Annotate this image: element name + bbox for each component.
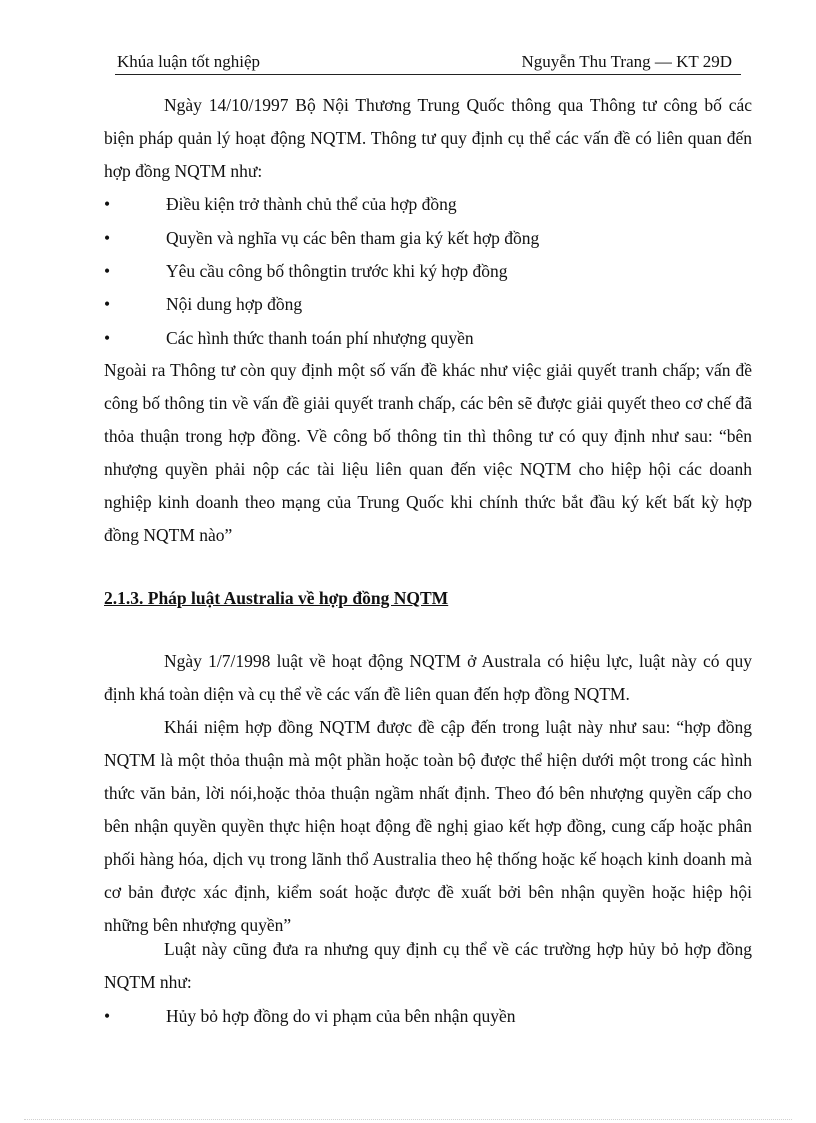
paragraph-intro: Ngày 14/10/1997 Bộ Nội Thương Trung Quốc thông qua Thông tư công bố các biện pháp quản lý hoạt động NQTM. Thông tư quy định cụ thể các vấn đề có liên quan đến hợp đồng NQTM như: <box>104 95 752 181</box>
header-thesis-label: Khúa luận tốt nghiệp <box>117 52 261 71</box>
bullet-icon: • <box>104 228 111 248</box>
list-item-text: Yêu cầu công bố thôngtin trước khi ký hợp đồng <box>166 261 508 281</box>
section-heading: 2.1.3. Pháp luật Australia về hợp đồng NQTM <box>104 588 449 608</box>
header-author: Nguyễn Thu Trang — KT 29D <box>521 52 732 71</box>
list-item <box>104 1000 752 1033</box>
list-item-text: Nội dung hợp đồng <box>166 294 303 314</box>
list-item-text: Quyền và nghĩa vụ các bên tham gia ký kết hợp đồng <box>166 228 540 248</box>
bullet-icon: • <box>104 194 111 214</box>
list-item <box>104 188 752 221</box>
paragraph-australia-law: Ngày 1/7/1998 luật về hoạt động NQTM ở Australa có hiệu lực, luật này có quy định khá toàn diện và cụ thể về các vấn đề liên quan đến hợp đồng NQTM. <box>104 651 752 704</box>
list-item <box>104 322 752 355</box>
paragraph-cancellation: Luật này cũng đưa ra nhưng quy định cụ thể về các trường hợp hủy bỏ hợp đồng NQTM như: <box>104 939 752 992</box>
list-item-text: Điều kiện trở thành chủ thể của hợp đồng <box>166 194 457 214</box>
list-item-text: Các hình thức thanh toán phí nhượng quyền <box>166 328 474 348</box>
page-bottom-divider <box>24 1119 792 1120</box>
list-item-text: Hủy bỏ hợp đồng do vi phạm của bên nhận quyền <box>166 1006 516 1026</box>
list-item <box>104 288 752 321</box>
list-item <box>104 222 752 255</box>
bullet-icon: • <box>104 1006 111 1026</box>
bullet-icon: • <box>104 328 111 348</box>
page-header <box>115 52 741 75</box>
paragraph-other-provisions: Ngoài ra Thông tư còn quy định một số vấn đề khác như việc giải quyết tranh chấp; vấn đề công bố thông tin về vấn đề giải quyết tranh chấp, các bên sẽ được giải quyết theo cơ chế đã thỏa thuận trong hợp đồng. Về công bố thông tin thì thông tư có quy định như sau: “bên nhượng quyền phải nộp các tài liệu liên quan đến việc NQTM cho hiệp hội các doanh nghiệp kinh doanh theo mạng của Trung Quốc khi chính thức bắt đầu ký kết bất kỳ hợp đồng NQTM nào” <box>104 360 752 545</box>
bullet-icon: • <box>104 261 111 281</box>
bullet-icon: • <box>104 294 111 314</box>
paragraph-definition: Khái niệm hợp đồng NQTM được đề cập đến trong luật này như sau: “hợp đồng NQTM là một thỏa thuận mà một phần hoặc toàn bộ được thể hiện dưới một trong các hình thức văn bản, lời nói,hoặc thỏa thuận ngầm nhất định. Theo đó bên nhượng quyền cấp cho bên nhận quyền quyền thực hiện hoạt động đề nghị giao kết hợp đồng, cung cấp hoặc phân phối hàng hóa, dịch vụ trong lãnh thổ Australia theo hệ thống hoặc kế hoạch kinh doanh mà cơ bản được xác định, kiểm soát hoặc được đề xuất bởi bên nhận quyền hoặc hiệp hội những bên nhượng quyền” <box>104 717 752 935</box>
list-item <box>104 255 752 288</box>
